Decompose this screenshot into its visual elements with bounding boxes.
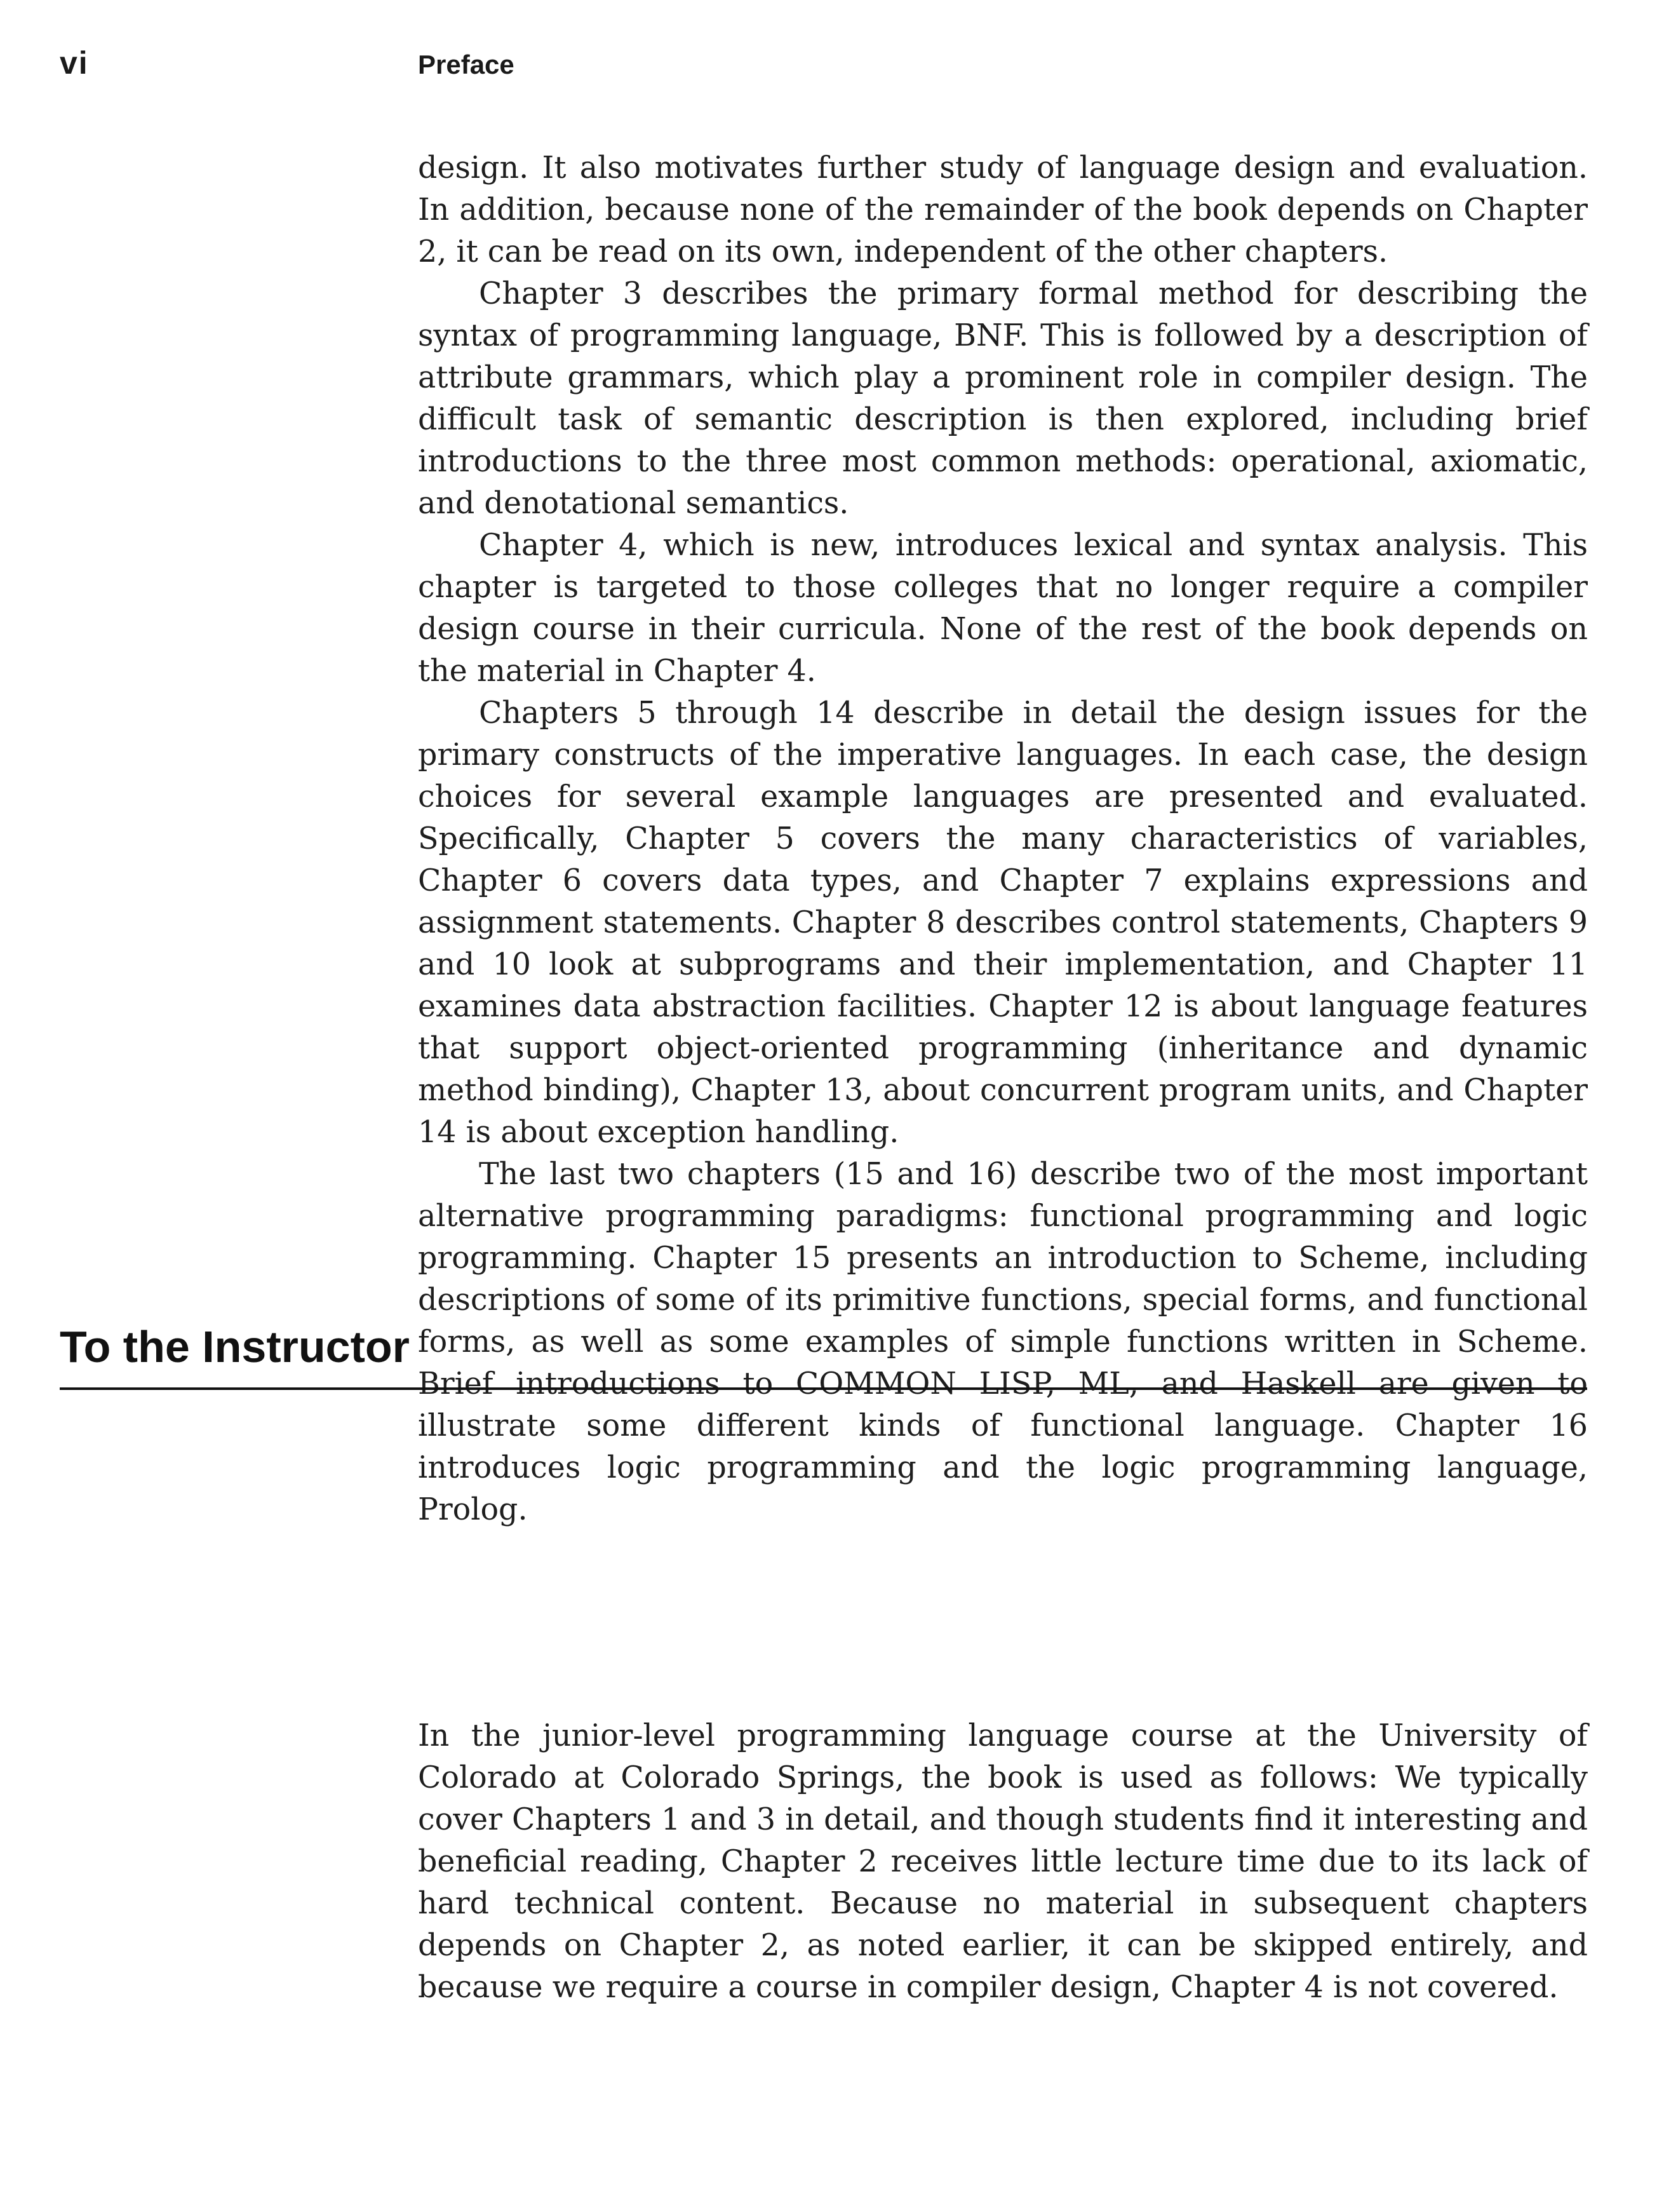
running-head xyxy=(60,44,1584,89)
section-divider xyxy=(60,1387,1587,1390)
paragraph-chapter-3: Chapter 3 describes the primary formal method for describing the syntax of programming language, BNF. This is followed by a description of attribute grammars, which play a prominent role in compiler design. The difficult task of semantic description is then explored, including brief introductions to the three most common methods: operational, axiomatic, and denotational semantics. xyxy=(418,276,1588,521)
paragraph-chapter-4: Chapter 4, which is new, introduces lexical and syntax analysis. This chapter is targeted to those colleges that no longer require a compiler design course in their curricula. None of the rest of the book depends on the material in Chapter 4. xyxy=(418,528,1588,689)
instructor-text xyxy=(418,1715,1588,2009)
continuation-text xyxy=(418,147,1588,1531)
paragraph-chapters-5-14: Chapters 5 through 14 describe in detail the design issues for the primary constructs of the imperative languages. In each case, the design choices for several example languages are presented and evaluated. Specifically, Chapter 5 covers the many characteristics of variables, Chapter 6 covers data types, and Chapter 7 explains expressions and assignment statements. Chapter 8 describes control statements, Chapters 9 and 10 look at subprograms and their implementation, and Chapter 11 examines data abstraction facilities. Chapter 12 is about language features that support object-oriented programming (inheritance and dynamic method binding), Chapter 13, about concurrent program units, and Chapter 14 is about exception handling. xyxy=(418,696,1588,1150)
running-title: Preface xyxy=(418,50,514,79)
paragraph-continuation: design. It also motivates further study of language design and evaluation. In addition, because none of the remainder of the book depends on Chapter 2, it can be read on its own, independent of the other chapters. xyxy=(418,151,1588,269)
paragraph-chapters-15-16: The last two chapters (15 and 16) describe two of the most important alternative programming paradigms: functional programming and logic programming. Chapter 15 presents an introduction to Scheme, including descriptions of some of its primitive functions, special forms, and functional forms, as well as some examples of simple functions written in Scheme. Brief introductions to COMMON LISP, ML, and Haskell are given to illustrate some different kinds of functional language. Chapter 16 introduces logic programming and the logic programming language, Prolog. xyxy=(418,1157,1588,1527)
section-heading-to-the-instructor: To the Instructor xyxy=(60,1322,410,1372)
page-number: vi xyxy=(60,45,89,81)
paragraph-instructor: In the junior-level programming language course at the University of Colorado at Colorado Springs, the book is used as follows: We typically cover Chapters 1 and 3 in detail, and though students find it interesting and beneficial reading, Chapter 2 receives little lecture time due to its lack of hard technical content. Because no material in subsequent chapters depends on Chapter 2, as noted earlier, it can be skipped entirely, and because we require a course in compiler design, Chapter 4 is not covered. xyxy=(418,1718,1588,2005)
